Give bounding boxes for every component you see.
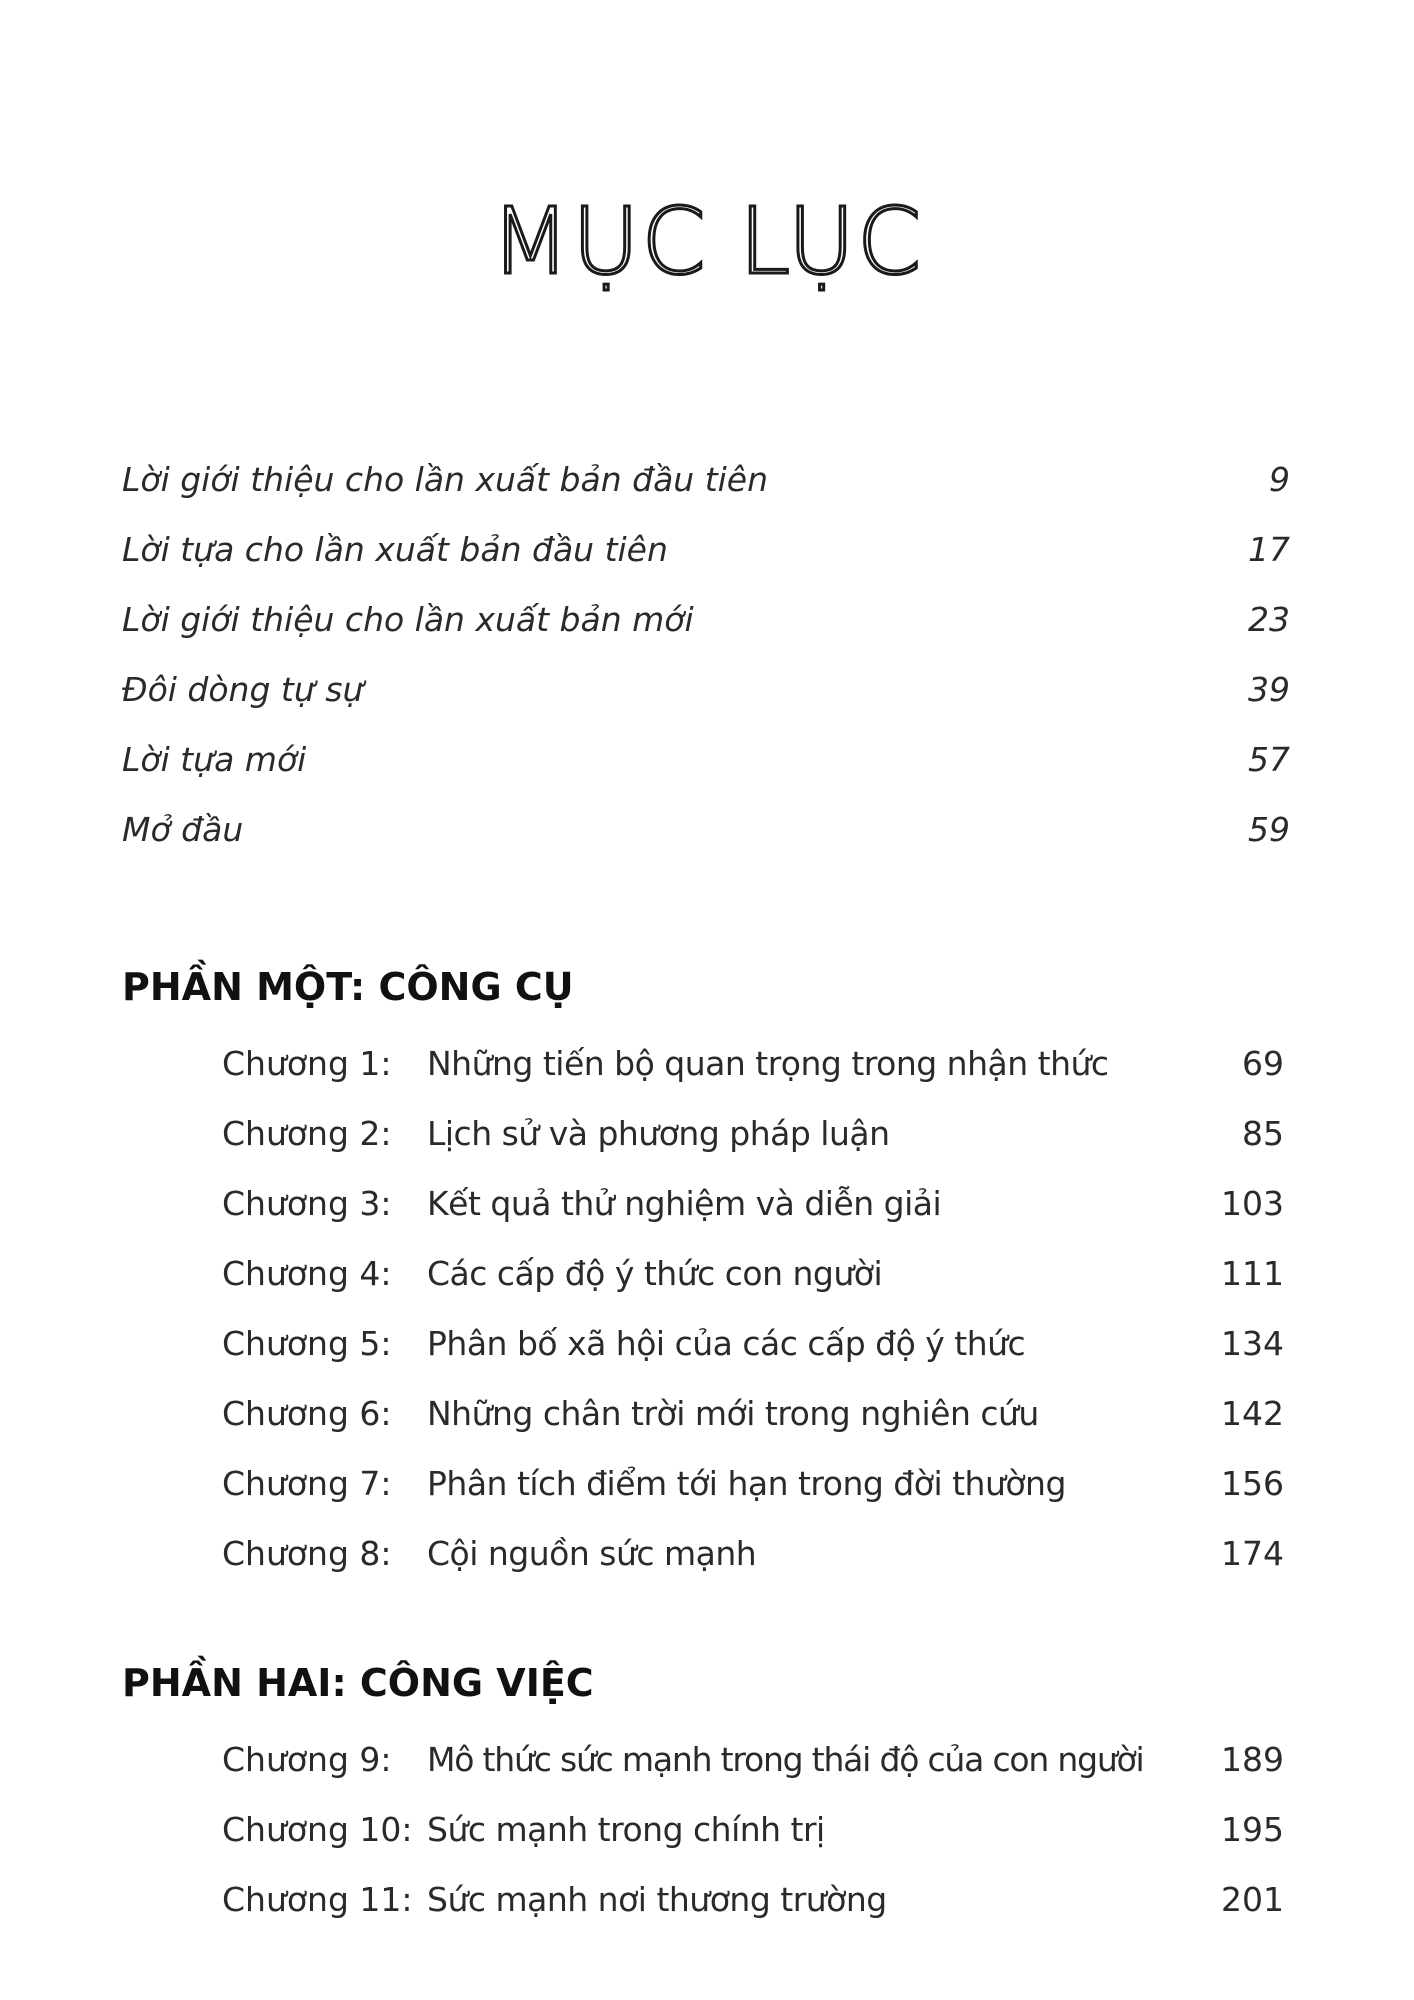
- chapter-page: 142: [1221, 1394, 1284, 1433]
- toc-entry-page: 17: [1248, 530, 1290, 569]
- chapter-title: Sức mạnh nơi thương trường: [427, 1880, 887, 1919]
- chapter-title: Phân tích điểm tới hạn trong đời thường: [427, 1464, 1066, 1503]
- chapter-entry[interactable]: [122, 1740, 1290, 1810]
- toc-entry-page: 23: [1248, 600, 1290, 639]
- chapter-label: Chương 2:: [222, 1114, 392, 1153]
- chapter-page: 195: [1221, 1810, 1284, 1849]
- chapter-label: Chương 3:: [222, 1184, 392, 1223]
- chapter-title: Kết quả thử nghiệm và diễn giải: [427, 1184, 942, 1223]
- chapter-title: Lịch sử và phương pháp luận: [427, 1114, 890, 1153]
- toc-entry-label: Lời giới thiệu cho lần xuất bản đầu tiên: [122, 460, 769, 499]
- part-two-section: [122, 1661, 1290, 1950]
- chapter-label: Chương 1:: [222, 1044, 392, 1083]
- chapter-page: 103: [1221, 1184, 1284, 1223]
- chapter-label: Chương 7:: [222, 1464, 392, 1503]
- page-title: MỤC LỤC: [490, 188, 924, 295]
- chapter-page: 174: [1221, 1534, 1284, 1573]
- chapter-label: Chương 4:: [222, 1254, 392, 1293]
- chapter-title: Sức mạnh trong chính trị: [427, 1810, 825, 1849]
- chapter-label: Chương 11:: [222, 1880, 413, 1919]
- toc-entry[interactable]: [122, 600, 1290, 670]
- chapter-entry[interactable]: [122, 1114, 1290, 1184]
- toc-entry[interactable]: [122, 530, 1290, 600]
- toc-entry-label: Lời tựa cho lần xuất bản đầu tiên: [122, 530, 668, 569]
- chapter-page: 156: [1221, 1464, 1284, 1503]
- chapter-label: Chương 9:: [222, 1740, 392, 1779]
- toc-entry-label: Lời tựa mới: [122, 740, 307, 779]
- toc-entry-label: Lời giới thiệu cho lần xuất bản mới: [122, 600, 694, 639]
- chapter-entry[interactable]: [122, 1464, 1290, 1534]
- chapter-page: 85: [1242, 1114, 1284, 1153]
- part-one-section: [122, 965, 1290, 1604]
- toc-entry-page: 39: [1248, 670, 1290, 709]
- chapter-entry[interactable]: [122, 1324, 1290, 1394]
- chapter-title: Mô thức sức mạnh trong thái độ của con người: [427, 1740, 1144, 1779]
- toc-entry-page: 59: [1248, 810, 1290, 849]
- part-heading: PHẦN HAI: CÔNG VIỆC: [122, 1661, 594, 1705]
- chapter-page: 189: [1221, 1740, 1284, 1779]
- chapter-page: 134: [1221, 1324, 1284, 1363]
- chapter-label: Chương 5:: [222, 1324, 392, 1363]
- toc-entry[interactable]: [122, 670, 1290, 740]
- chapter-label: Chương 6:: [222, 1394, 392, 1433]
- toc-entry-label: Mở đầu: [122, 810, 244, 849]
- part-heading: PHẦN MỘT: CÔNG CỤ: [122, 965, 574, 1009]
- chapter-entry[interactable]: [122, 1880, 1290, 1950]
- chapter-page: 69: [1242, 1044, 1284, 1083]
- chapter-entry[interactable]: [122, 1534, 1290, 1604]
- toc-entry[interactable]: [122, 810, 1290, 880]
- chapter-title: Những tiến bộ quan trọng trong nhận thức: [427, 1044, 1109, 1083]
- chapter-label: Chương 8:: [222, 1534, 392, 1573]
- chapter-title: Các cấp độ ý thức con người: [427, 1254, 883, 1293]
- chapter-title: Những chân trời mới trong nghiên cứu: [427, 1394, 1039, 1433]
- chapter-entry[interactable]: [122, 1184, 1290, 1254]
- chapter-entry[interactable]: [122, 1254, 1290, 1324]
- toc-entry-page: 9: [1269, 460, 1290, 499]
- chapter-entry[interactable]: [122, 1810, 1290, 1880]
- chapter-entry[interactable]: [122, 1394, 1290, 1464]
- chapter-title: Cội nguồn sức mạnh: [427, 1534, 757, 1573]
- toc-entry[interactable]: [122, 740, 1290, 810]
- toc-entry-page: 57: [1248, 740, 1290, 779]
- toc-entry[interactable]: [122, 460, 1290, 530]
- chapter-page: 201: [1221, 1880, 1284, 1919]
- chapter-entry[interactable]: [122, 1044, 1290, 1114]
- chapter-title: Phân bố xã hội của các cấp độ ý thức: [427, 1324, 1026, 1363]
- front-matter-list: [122, 460, 1290, 880]
- chapter-page: 111: [1221, 1254, 1284, 1293]
- chapter-label: Chương 10:: [222, 1810, 413, 1849]
- toc-entry-label: Đôi dòng tự sự: [122, 670, 364, 709]
